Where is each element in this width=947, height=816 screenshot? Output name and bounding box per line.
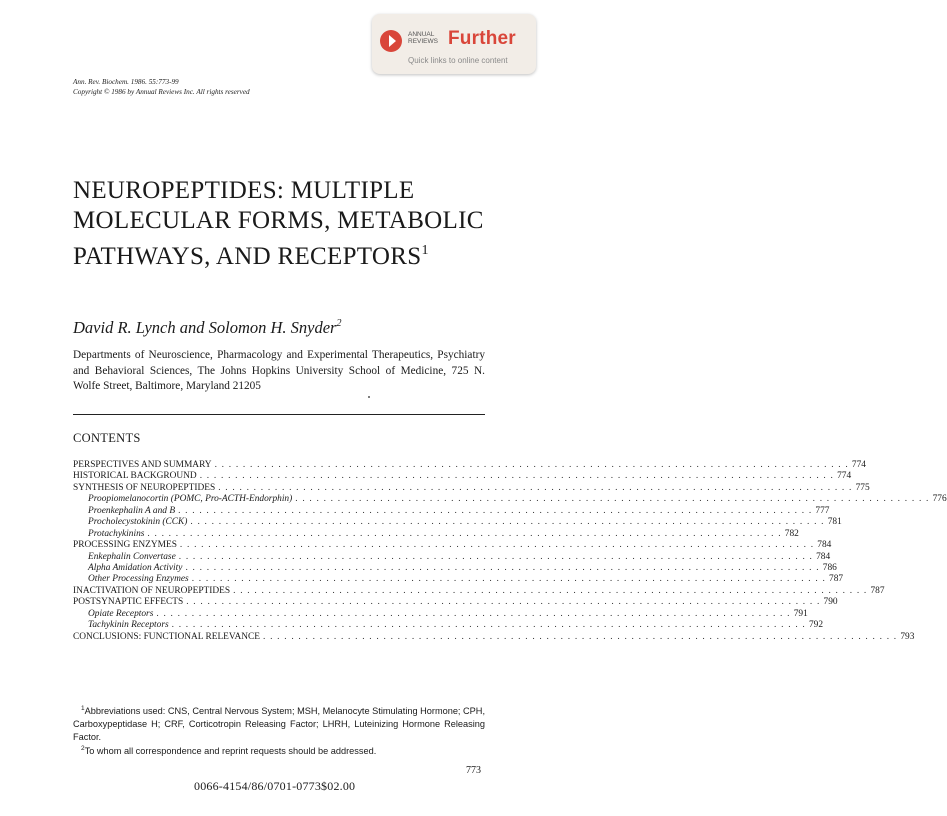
toc-entry-label: Proopiomelanocortin (POMC, Pro-ACTH-Endorphin) bbox=[88, 494, 293, 505]
toc-entry bbox=[73, 597, 838, 608]
toc-entry-label: Opiate Receptors bbox=[88, 608, 154, 619]
badge-title: Further bbox=[448, 28, 516, 49]
toc-entry-page: 781 bbox=[827, 517, 842, 528]
speck bbox=[368, 396, 370, 398]
footnote-1-text: Abbreviations used: CNS, Central Nervous System; MSH, Melanocyte Stimulating Hormone; CPH, Carboxypeptidase H; CRF, Corticotropin Releasing Factor; LHRH, Luteinizing Hormone Releasing Factor. bbox=[73, 706, 485, 743]
toc-entry bbox=[73, 540, 832, 551]
toc-entry-label: Enkephalin Convertase bbox=[88, 551, 176, 562]
section-divider bbox=[73, 414, 485, 415]
toc-entry-page: 787 bbox=[870, 585, 885, 596]
toc-leader-dots: . . . . . . . . . . . . . . . . . . . . . . . . . . . . . . . . . . . . . . . . . . . . . . . . . . . . . . . . . . . . . . . . . . . . . . . . . . . . . . . . . . . . . . . . . . bbox=[218, 482, 853, 493]
toc-entry bbox=[73, 482, 870, 494]
toc-entry-label: Other Processing Enzymes bbox=[88, 574, 189, 585]
toc-entry-page: 784 bbox=[816, 551, 831, 562]
footnote-2-text: To whom all correspondence and reprint requests should be addressed. bbox=[84, 746, 377, 756]
issn-code: 0066-4154/86/0701-0773$02.00 bbox=[194, 779, 356, 793]
footnote-1 bbox=[73, 702, 485, 745]
toc-leader-dots: . . . . . . . . . . . . . . . . . . . . . . . . . . . . . . . . . . . . . . . . . . . . . . . . . . . . . . . . . . . . . . . . . . . . . . . . . . . . . . . . . . . . . . . . . . bbox=[191, 574, 827, 585]
citation-line-1: Ann. Rev. Biochem. 1986. 55:773-99 bbox=[73, 78, 179, 86]
toc-entry-label: CONCLUSIONS: FUNCTIONAL RELEVANCE bbox=[73, 631, 260, 642]
toc-entry bbox=[73, 551, 831, 563]
article-authors bbox=[73, 318, 341, 338]
journal-citation bbox=[73, 77, 250, 97]
toc-leader-dots: . . . . . . . . . . . . . . . . . . . . . . . . . . . . . . . . . . . . . . . . . . . . . . . . . . . . . . . . . . . . . . . . . . . . . . . . . . . . . . . . . . . . . . . . . . bbox=[171, 620, 806, 631]
toc-leader-dots: . . . . . . . . . . . . . . . . . . . . . . . . . . . . . . . . . . . . . . . . . . . . . . . . . . . . . . . . . . . . . . . . . . . . . . . . . . . . . . . . . . . . . . . . . . bbox=[214, 460, 849, 470]
toc-leader-dots: . . . . . . . . . . . . . . . . . . . . . . . . . . . . . . . . . . . . . . . . . . . . . . . . . . . . . . . . . . . . . . . . . . . . . . . . . . . . . . . . . . . . . . . . . . bbox=[156, 608, 791, 619]
play-circle-icon bbox=[380, 30, 402, 52]
footnote-1-mark: 1 bbox=[81, 705, 85, 712]
page-number: 773 bbox=[466, 765, 481, 776]
article-title bbox=[73, 176, 513, 272]
toc-leader-dots: . . . . . . . . . . . . . . . . . . . . . . . . . . . . . . . . . . . . . . . . . . . . . . . . . . . . . . . . . . . . . . . . . . . . . . . . . . . . . . . . . . . . . . . . . . bbox=[186, 597, 821, 608]
toc-leader-dots: . . . . . . . . . . . . . . . . . . . . . . . . . . . . . . . . . . . . . . . . . . . . . . . . . . . . . . . . . . . . . . . . . . . . . . . . . . . . . . . . . . . . . . . . . . bbox=[185, 562, 820, 573]
toc-leader-dots: . . . . . . . . . . . . . . . . . . . . . . . . . . . . . . . . . . . . . . . . . . . . . . . . . . . . . . . . . . . . . . . . . . . . . . . . . . . . . . . . . . . . . . . . . . bbox=[179, 540, 815, 551]
toc-entry-page: 786 bbox=[822, 562, 837, 573]
citation-line-2: Copyright © 1986 by Annual Reviews Inc. All rights reserved bbox=[73, 88, 250, 96]
table-of-contents bbox=[73, 460, 947, 643]
toc-entry-label: Tachykinin Receptors bbox=[88, 620, 169, 631]
toc-leader-dots: . . . . . . . . . . . . . . . . . . . . . . . . . . . . . . . . . . . . . . . . . . . . . . . . . . . . . . . . . . . . . . . . . . . . . . . . . . . . . . . . . . . . . . . . . . bbox=[178, 551, 814, 562]
toc-entry bbox=[73, 494, 947, 505]
toc-entry-label: Procholecystokinin (CCK) bbox=[88, 517, 188, 528]
badge-subtitle: Quick links to online content bbox=[408, 56, 508, 65]
toc-entry-page: 774 bbox=[837, 471, 852, 482]
toc-entry bbox=[73, 528, 799, 540]
further-badge[interactable] bbox=[372, 14, 536, 74]
toc-leader-dots: . . . . . . . . . . . . . . . . . . . . . . . . . . . . . . . . . . . . . . . . . . . . . . . . . . . . . . . . . . . . . . . . . . . . . . . . . . . . . . . . . . . . . . . . . . bbox=[295, 494, 930, 505]
toc-entry-page: 782 bbox=[784, 528, 799, 539]
toc-leader-dots: . . . . . . . . . . . . . . . . . . . . . . . . . . . . . . . . . . . . . . . . . . . . . . . . . . . . . . . . . . . . . . . . . . . . . . . . . . . . . . . . . . . . . . . . . . bbox=[147, 528, 782, 539]
toc-entry-page: 784 bbox=[817, 540, 832, 551]
toc-entry-page: 792 bbox=[808, 620, 824, 631]
toc-leader-dots: . . . . . . . . . . . . . . . . . . . . . . . . . . . . . . . . . . . . . . . . . . . . . . . . . . . . . . . . . . . . . . . . . . . . . . . . . . . . . . . . . . . . . . . . . . bbox=[233, 585, 868, 596]
authors-text: David R. Lynch and Solomon H. Snyder bbox=[73, 318, 337, 337]
article-title-text: NEUROPEPTIDES: MULTIPLE MOLECULAR FORMS, METABOLIC PATHWAYS, AND RECEPTORS bbox=[73, 177, 484, 270]
toc-entry bbox=[73, 585, 885, 597]
toc-entry-label: INACTIVATION OF NEUROPEPTIDES bbox=[73, 585, 231, 596]
title-footnote-mark: 1 bbox=[421, 243, 429, 258]
toc-entry bbox=[73, 562, 837, 574]
toc-entry-page: 791 bbox=[793, 608, 808, 619]
toc-leader-dots: . . . . . . . . . . . . . . . . . . . . . . . . . . . . . . . . . . . . . . . . . . . . . . . . . . . . . . . . . . . . . . . . . . . . . . . . . . . . . . . . . . . . . . . . . . bbox=[178, 505, 813, 516]
toc-entry-label: PROCESSING ENZYMES bbox=[73, 540, 177, 551]
toc-leader-dots: . . . . . . . . . . . . . . . . . . . . . . . . . . . . . . . . . . . . . . . . . . . . . . . . . . . . . . . . . . . . . . . . . . . . . . . . . . . . . . . . . . . . . . . . . . bbox=[263, 631, 898, 642]
toc-leader-dots: . . . . . . . . . . . . . . . . . . . . . . . . . . . . . . . . . . . . . . . . . . . . . . . . . . . . . . . . . . . . . . . . . . . . . . . . . . . . . . . . . . . . . . . . . . bbox=[199, 471, 835, 482]
toc-entry bbox=[73, 631, 915, 643]
toc-entry bbox=[73, 608, 808, 620]
toc-entry-page: 790 bbox=[823, 597, 838, 608]
toc-entry-label: HISTORICAL BACKGROUND bbox=[73, 471, 197, 482]
toc-entry bbox=[73, 620, 824, 631]
toc-entry-label: Proenkephalin A and B bbox=[88, 505, 176, 516]
toc-entry-label: Protachykinins bbox=[88, 528, 145, 539]
toc-entry-page: 787 bbox=[829, 574, 844, 585]
contents-heading: CONTENTS bbox=[73, 431, 141, 445]
toc-entry-label: Alpha Amidation Activity bbox=[88, 562, 183, 573]
toc-entry-page: 777 bbox=[815, 505, 830, 516]
author-affiliation: Departments of Neuroscience, Pharmacology and Experimental Therapeutics, Psychiatry and Behavioral Sciences, The Johns Hopkins University School of Medicine, 725 N. Wolfe Street, Baltimore, Maryland 21205 bbox=[73, 349, 485, 392]
toc-entry-page: 776 bbox=[932, 494, 947, 505]
toc-entry bbox=[73, 517, 842, 528]
footnote-2-mark: 2 bbox=[81, 745, 85, 752]
toc-entry bbox=[73, 471, 852, 482]
toc-leader-dots: . . . . . . . . . . . . . . . . . . . . . . . . . . . . . . . . . . . . . . . . . . . . . . . . . . . . . . . . . . . . . . . . . . . . . . . . . . . . . . . . . . . . . . . . . . bbox=[190, 517, 825, 528]
toc-entry-label: POSTSYNAPTIC EFFECTS bbox=[73, 597, 184, 608]
footnote-2 bbox=[73, 742, 485, 758]
toc-entry bbox=[73, 505, 830, 517]
toc-entry-page: 774 bbox=[851, 460, 866, 470]
toc-entry bbox=[73, 460, 866, 471]
toc-entry-label: SYNTHESIS OF NEUROPEPTIDES bbox=[73, 482, 216, 493]
badge-publisher-label: ANNUAL REVIEWS bbox=[408, 31, 438, 45]
toc-entry-page: 775 bbox=[855, 482, 870, 493]
toc-entry-page: 793 bbox=[900, 631, 915, 642]
toc-entry-label: PERSPECTIVES AND SUMMARY bbox=[73, 460, 212, 470]
toc-entry bbox=[73, 574, 844, 585]
authors-footnote-mark: 2 bbox=[336, 318, 342, 329]
